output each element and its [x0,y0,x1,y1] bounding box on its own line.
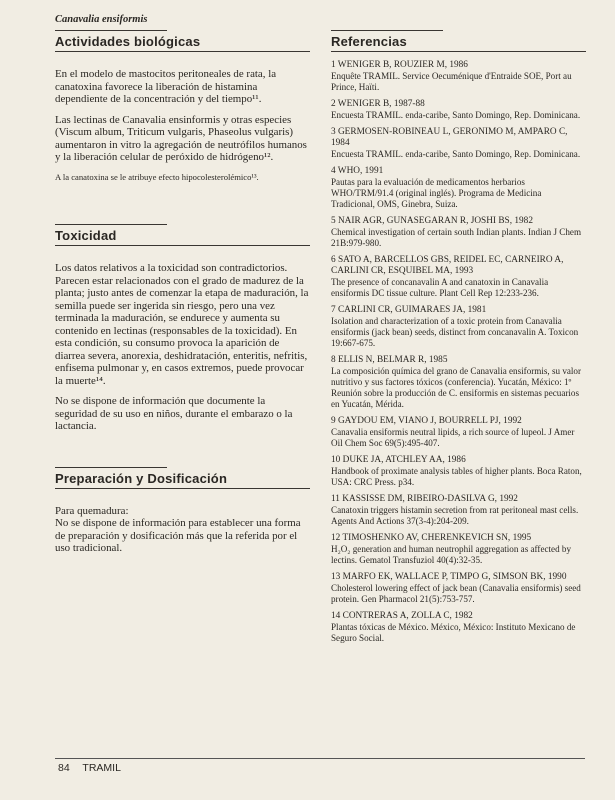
section-referencias-header [331,30,586,52]
reference-authors: 12 TIMOSHENKO AV, CHERENKEVICH SN, 1995 [331,533,532,543]
toxicidad-paragraph-2: No se dispone de información que documente la seguridad de su uso en niños, durante el embarazo o la lactancia. [55,395,293,432]
reference-citation: Enquête TRAMIL. Service Oecuménique d'Entraide SOE, Port au Prince, Haïti. [331,71,572,92]
reference-item [331,533,586,566]
footer [58,762,131,774]
reference-item [331,99,586,121]
reference-authors: 14 CONTRERAS A, ZOLLA C, 1982 [331,611,473,621]
section-rule [55,224,167,225]
reference-item [331,60,586,93]
reference-citation: The presence of concanavalin A and canatoxin in Canavalia ensiformis DC tissue culture. Plant Cell Rep 12:233-236. [331,277,549,298]
reference-item [331,355,586,410]
reference-citation: Encuesta TRAMIL. enda-caribe, Santo Domingo, Rep. Dominicana. [331,110,581,120]
page-number: 84 [58,762,70,774]
reference-item [331,127,586,160]
section-toxicidad-header [55,224,310,246]
preparacion-paragraph-2: No se dispone de información para establecer una forma de preparación y dosificación más que la referida por el uso tradicional. [55,517,301,554]
actividades-paragraph-1: En el modelo de mastocitos peritoneales de rata, la canatoxina favorece la liberación de histamina dependiente de la concentración y del tiempo¹¹. [55,68,277,105]
reference-citation: Isolation and characterization of a toxic protein from Canavalia ensiformis (jack bean) seeds, distinct from concanavalin A. Toxicon 19:667-675. [331,316,579,348]
reference-item [331,216,586,249]
reference-authors: 1 WENIGER B, ROUZIER M, 1986 [331,60,468,70]
section-title-toxicidad: Toxicidad [55,228,310,246]
reference-authors: 10 DUKE JA, ATCHLEY AA, 1986 [331,455,466,465]
section-rule [331,30,443,31]
reference-citation: H₂O₂ generation and human neutrophil aggregation as affected by lectins. Gematol Transfuziol 40(4):32-35. [331,544,572,565]
section-rule [55,30,167,31]
reference-item [331,416,586,449]
section-title-preparacion: Preparación y Dosificación [55,471,310,489]
reference-item [331,572,586,605]
reference-item [331,255,586,299]
reference-item [331,166,586,210]
reference-authors: 2 WENIGER B, 1987-88 [331,99,425,109]
section-preparacion-header [55,467,310,489]
reference-authors: 8 ELLIS N, BELMAR R, 1985 [331,355,448,365]
section-title-referencias: Referencias [331,34,586,52]
reference-citation: Chemical investigation of certain south Indian plants. Indian J Chem 21B:979-980. [331,227,582,248]
reference-citation: La composición química del grano de Canavalia ensiformis, su valor nutritivo y sus factores tóxicos (conferencia). Yucatán, México: 1º Reunión sobre la producción de C. ensiformis en sistemas pecuarios en Yucatán, Mérida. [331,366,582,409]
reference-authors: 11 KASSISSE DM, RIBEIRO-DASILVA G, 1992 [331,494,518,504]
reference-authors: 7 CARLINI CR, GUIMARAES JA, 1981 [331,305,487,315]
preparacion-paragraph-1: Para quemadura: [55,504,129,517]
reference-citation: Canatoxin triggers histamin secretion from rat peritoneal mast cells. Agents And Actions 37(3-4):204-209. [331,505,579,526]
reference-list [331,60,586,644]
reference-item [331,455,586,488]
reference-citation: Plantas tóxicas de México. México, México: Instituto Mexicano de Seguro Social. [331,622,576,643]
reference-citation: Canavalia ensiformis neutral lipids, a rich source of lupeol. J Amer Oil Chem Soc 69(5):495-407. [331,427,575,448]
section-actividades-header [55,30,310,52]
reference-authors: 5 NAIR AGR, GUNASEGARAN R, JOSHI BS, 1982 [331,216,533,226]
actividades-paragraph-3: A la canatoxina se le atribuye efecto hipocolesterolémico¹³. [55,171,259,182]
reference-citation: Pautas para la evaluación de medicamentos herbarios WHO/TRM/91.4 (original inglés). Programa de Medicina Tradicional, OMS, Ginebra, Suiza. [331,177,542,209]
right-column [331,30,586,650]
section-rule [55,467,167,468]
actividades-paragraph-2: Las lectinas de Canavalia ensinformis y otras especies (Viscum album, Triticum vulgaris, Phaseolus vulgaris) aumentaron in vitro la agregación de neutrófilos humanos y la liberación celular de peróxido de hidrógeno¹². [55,113,307,163]
reference-authors: 6 SATO A, BARCELLOS GBS, REIDEL EC, CARNEIRO A, CARLINI CR, ESQUIBEL MA, 1993 [331,255,564,276]
reference-citation: Handbook of proximate analysis tables of higher plants. Boca Raton, USA: CRC Press. p34. [331,466,582,487]
reference-item [331,494,586,527]
footer-label: TRAMIL [82,762,121,774]
reference-citation: Encuesta TRAMIL. enda-caribe, Santo Domingo, Rep. Dominicana. [331,149,581,159]
footer-rule [55,758,585,759]
reference-citation: Cholesterol lowering effect of jack bean (Canavalia ensiformis) seed protein. Gen Pharmacol 21(5):753-757. [331,583,581,604]
reference-item [331,611,586,644]
running-head: Canavalia ensiformis [55,14,148,25]
reference-authors: 3 GERMOSEN-ROBINEAU L, GERONIMO M, AMPARO C, 1984 [331,127,568,148]
toxicidad-paragraph-1: Los datos relativos a la toxicidad son contradictorios. Parecen estar relacionados con el grado de madurez de la planta; justo antes de comenzar la etapa de maduración, la semilla puede ser ingerida sin riesgo, pero una vez terminada la maduración, se endurece y aumenta su contenido en lectinas (responsables de la toxicidad). En esta condición, su consumo provoca la aparición de diarrea severa, anorexia, deshidratación, enteritis, nefritis, enfisema pulmonar y, en casos extremos, puede provocar la muerte¹⁴. [55,262,309,387]
reference-authors: 9 GAYDOU EM, VIANO J, BOURRELL PJ, 1992 [331,416,522,426]
reference-authors: 4 WHO, 1991 [331,166,384,176]
reference-item [331,305,586,349]
left-column [55,30,310,563]
reference-authors: 13 MARFO EK, WALLACE P, TIMPO G, SIMSON BK, 1990 [331,572,567,582]
section-title-actividades: Actividades biológicas [55,34,310,52]
